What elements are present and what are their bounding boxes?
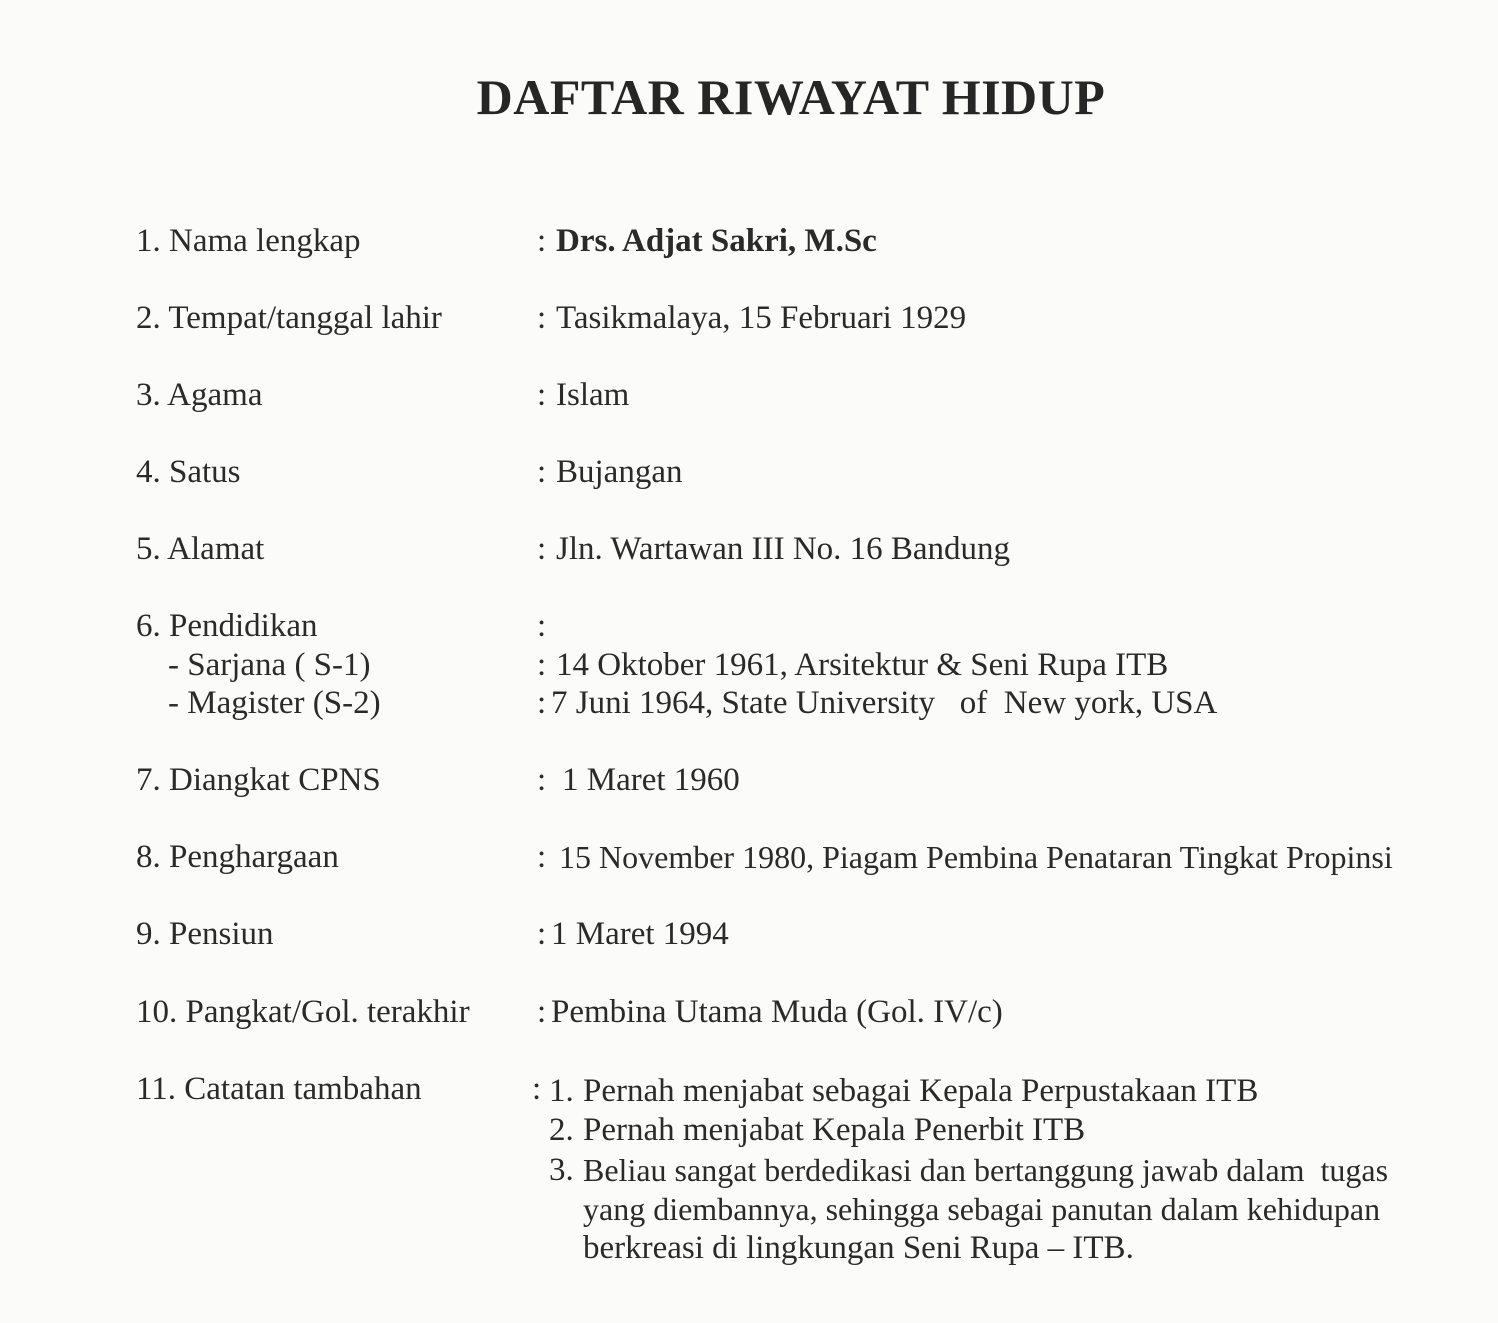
field-label-nama: 1. Nama lengkap <box>136 223 361 259</box>
field-colon: : <box>537 994 547 1030</box>
field-colon: : <box>537 531 547 567</box>
field-colon: : <box>537 647 547 683</box>
note-text: Beliau sangat berdedikasi dan bertanggung jawab dalam tugas <box>583 1152 1389 1188</box>
note-text: yang diembannya, sehingga sebagai panutan dalam kehidupan <box>583 1191 1381 1227</box>
field-label-status: 4. Satus <box>136 454 241 490</box>
field-label-penghargaan: 8. Penghargaan <box>136 839 339 875</box>
note-text: berkreasi di lingkungan Seni Rupa – ITB. <box>583 1230 1134 1266</box>
note-number: 2. <box>549 1112 574 1148</box>
field-value-cpns: 1 Maret 1960 <box>562 762 740 798</box>
field-colon: : <box>532 1071 542 1107</box>
education-value-s1: 14 Oktober 1961, Arsitektur & Seni Rupa ITB <box>556 647 1169 683</box>
field-value-agama: Islam <box>556 377 630 413</box>
document-title: DAFTAR RIWAYAT HIDUP <box>476 69 1106 125</box>
field-label-agama: 3. Agama <box>136 377 263 413</box>
field-value-alamat: Jln. Wartawan III No. 16 Bandung <box>556 531 1011 567</box>
field-colon: : <box>537 762 547 798</box>
field-label-pendidikan: 6. Pendidikan <box>136 608 318 644</box>
field-label-ttl: 2. Tempat/tanggal lahir <box>136 300 442 336</box>
field-colon: : <box>537 454 547 490</box>
note-number: 1. <box>549 1073 574 1109</box>
note-text: Pernah menjabat Kepala Penerbit ITB <box>583 1112 1086 1148</box>
education-label-s1: - Sarjana ( S-1) <box>168 647 371 683</box>
note-text: Pernah menjabat sebagai Kepala Perpustakaan ITB <box>583 1073 1259 1109</box>
field-colon: : <box>537 685 547 721</box>
field-value-nama: Drs. Adjat Sakri, M.Sc <box>556 223 877 259</box>
education-label-s2: - Magister (S-2) <box>168 685 381 721</box>
field-value-penghargaan: 15 November 1980, Piagam Pembina Penataran Tingkat Propinsi <box>559 839 1393 875</box>
field-colon: : <box>537 223 547 259</box>
field-value-status: Bujangan <box>556 454 683 490</box>
field-label-catatan: 11. Catatan tambahan <box>136 1071 422 1107</box>
field-colon: : <box>537 377 547 413</box>
field-label-pangkat: 10. Pangkat/Gol. terakhir <box>136 994 470 1030</box>
field-colon: : <box>537 608 547 644</box>
field-value-pensiun: 1 Maret 1994 <box>551 916 729 952</box>
field-colon: : <box>537 300 547 336</box>
education-value-s2: 7 Juni 1964, State University of New york, USA <box>551 685 1218 721</box>
field-label-alamat: 5. Alamat <box>136 531 265 567</box>
note-number: 3. <box>549 1152 574 1188</box>
field-colon: : <box>537 839 547 875</box>
field-label-cpns: 7. Diangkat CPNS <box>136 762 381 798</box>
field-label-pensiun: 9. Pensiun <box>136 916 274 952</box>
field-value-ttl: Tasikmalaya, 15 Februari 1929 <box>556 300 967 336</box>
field-colon: : <box>537 916 547 952</box>
field-value-pangkat: Pembina Utama Muda (Gol. IV/c) <box>551 994 1003 1030</box>
